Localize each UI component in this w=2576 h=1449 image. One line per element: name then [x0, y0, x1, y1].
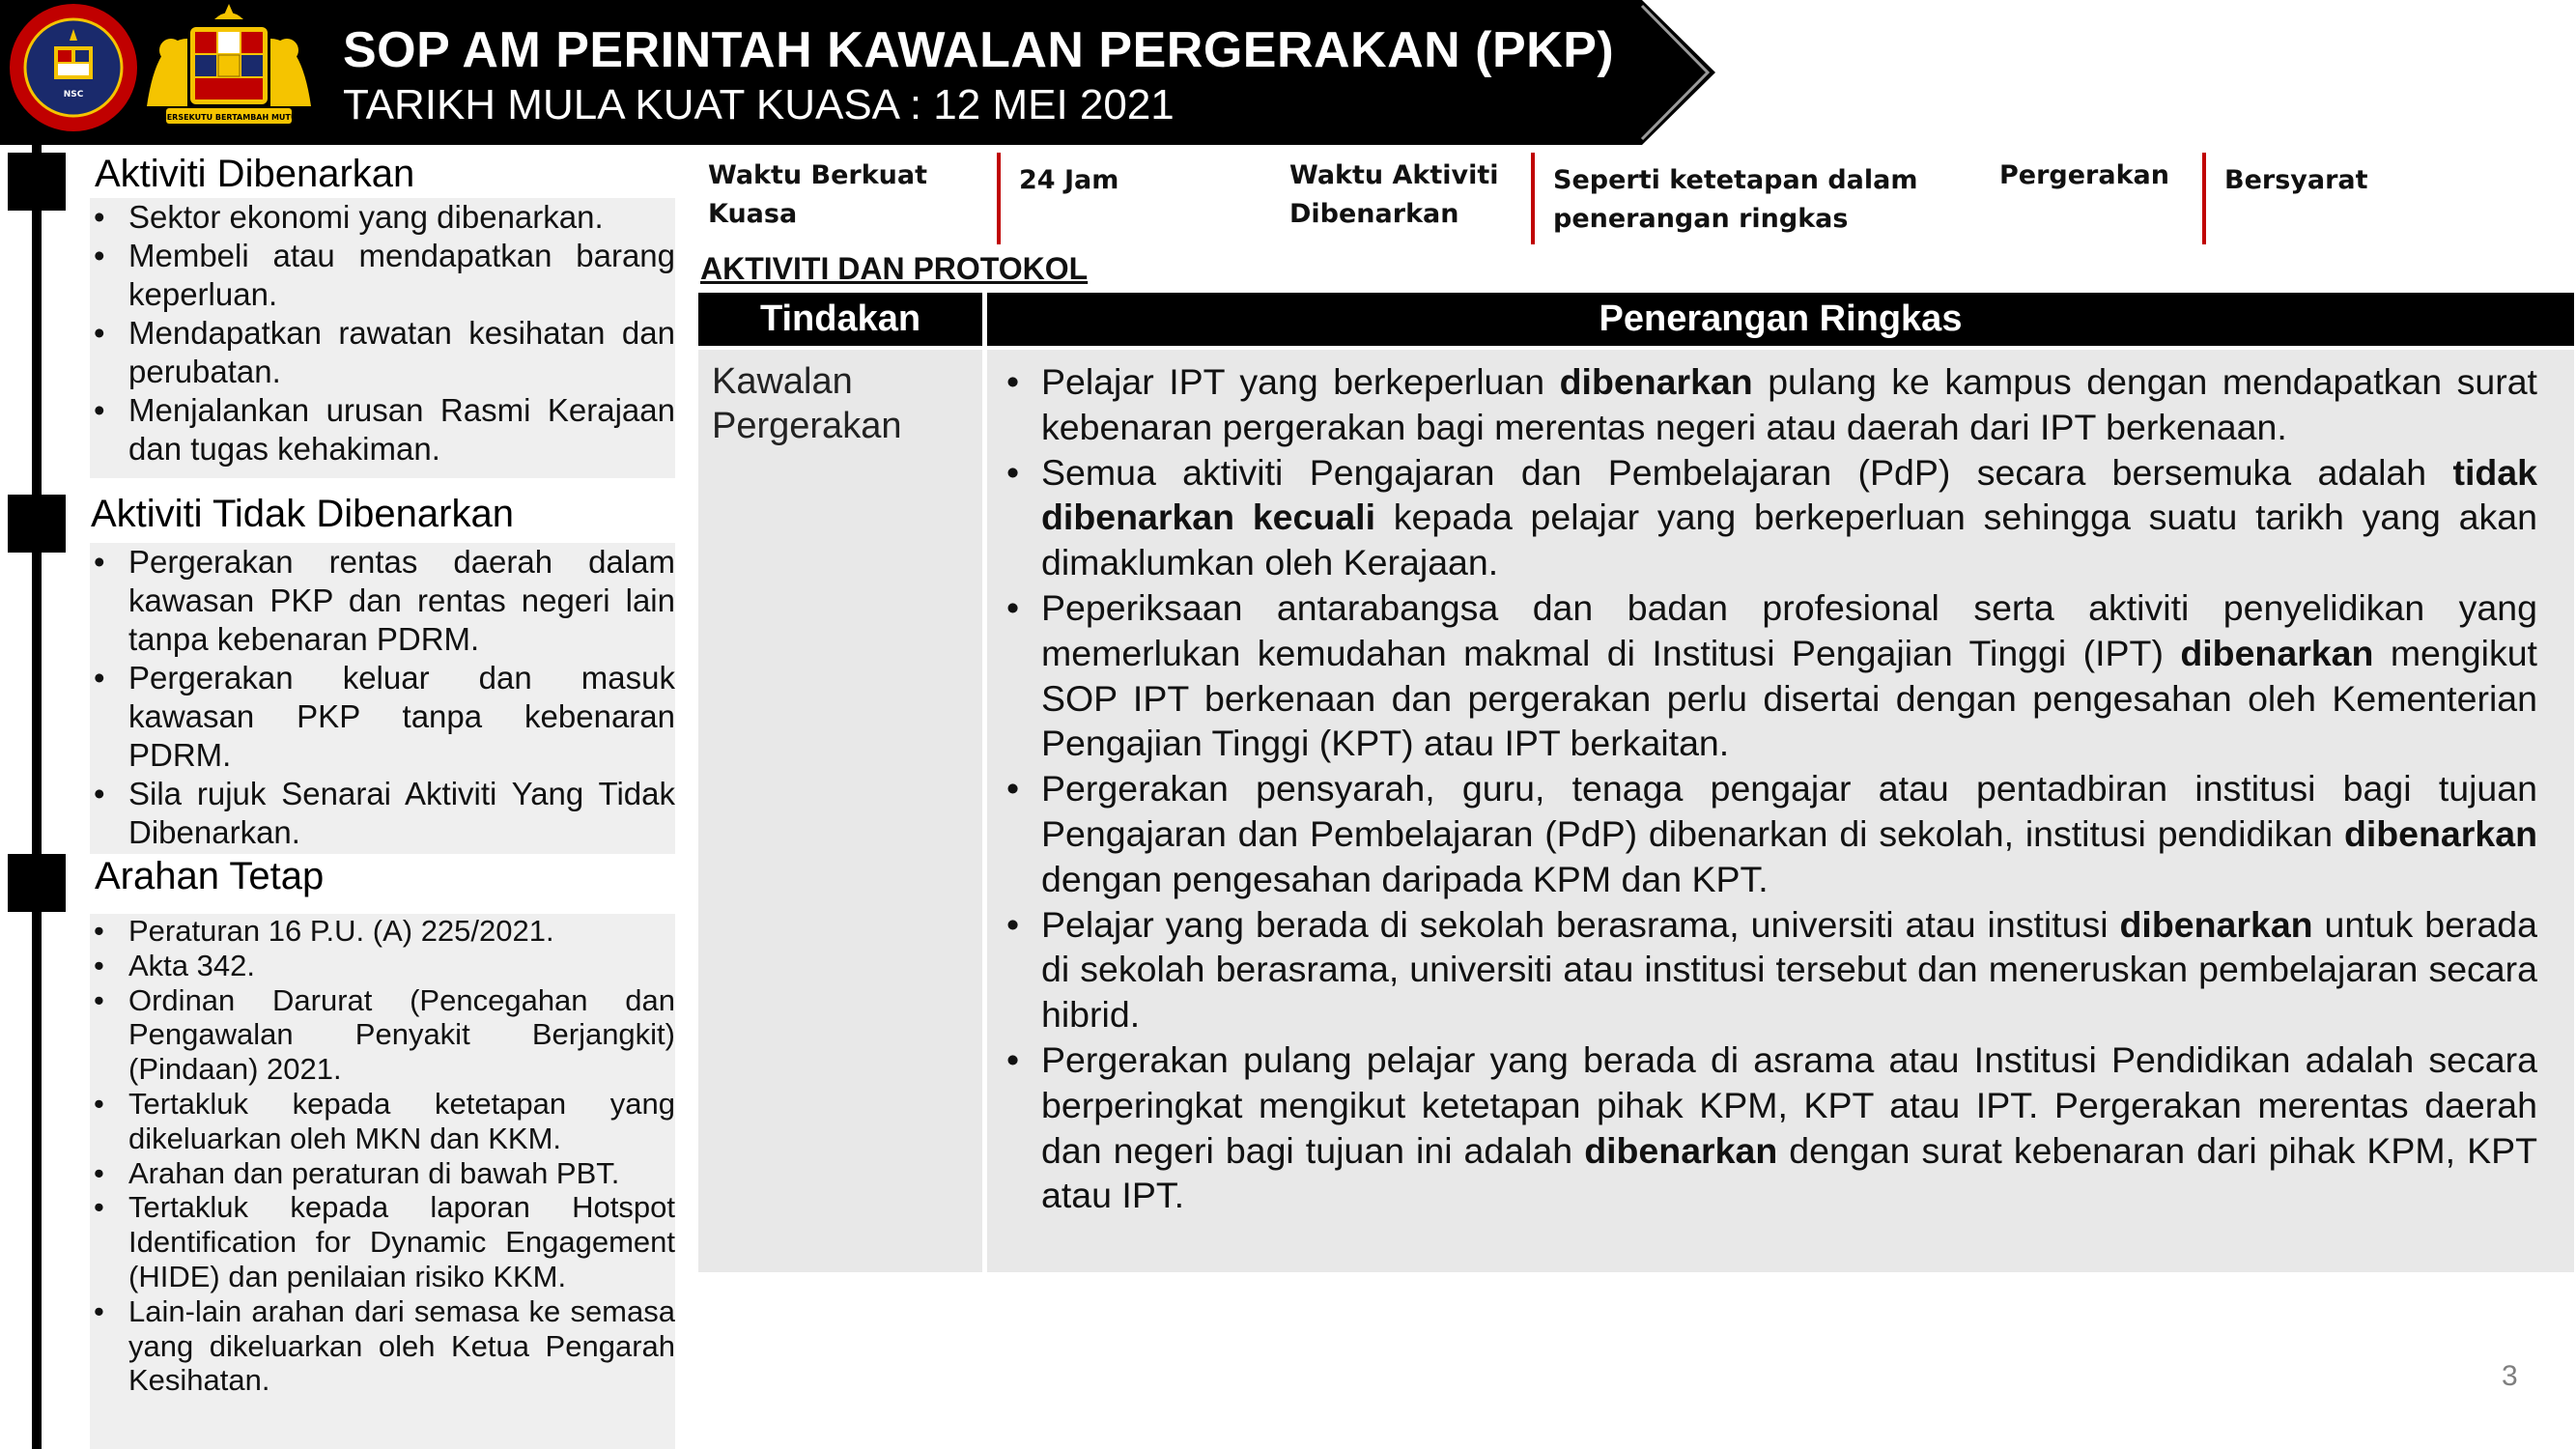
timeline-marker — [8, 153, 66, 211]
bullet-text: Peperiksaan antarabangsa dan badan profesional serta aktiviti penyelidikan yang memerlukan kemudahan makmal di Institusi Pengajian Tinggi (IPT) — [1041, 586, 2537, 673]
header-banner — [0, 0, 1719, 145]
list-item: • Mendapatkan rawatan kesihatan dan perubatan. — [90, 314, 675, 391]
list-item: • Akta 342. — [90, 949, 675, 983]
list-item: • Lain-lain arahan dari semasa ke semasa yang dikeluarkan oleh Ketua Pengarah Kesihatan. — [90, 1294, 675, 1398]
description-list — [1001, 359, 2537, 1218]
list-item: • Tertakluk kepada ketetapan yang dikeluarkan oleh MKN dan KKM. — [90, 1087, 675, 1156]
activity-time-label: Waktu Aktiviti Dibenarkan — [1289, 160, 1499, 229]
list-item: • Peraturan 16 P.U. (A) 225/2021. — [90, 914, 675, 949]
bullet-text: Semua aktiviti Pengajaran dan Pembelajaran (PdP) secara bersemuka adalah — [1041, 451, 2453, 493]
bullet-text: untuk berada di sekolah berasrama, universiti atau institusi tersebut dan meneruskan pembelajaran secara hibrid. — [1041, 903, 2537, 1036]
description-bullet — [1001, 585, 2537, 766]
description-bullet — [1001, 1037, 2537, 1218]
table-cell-description — [987, 350, 2574, 1272]
bullet-text: Pelajar IPT yang berkeperluan — [1041, 361, 1560, 402]
bullet-text: dengan surat kebenaran dari pihak KPM, KPT atau IPT. — [1041, 1129, 2537, 1216]
effective-time-label: Waktu Berkuat Kuasa — [708, 160, 928, 229]
section-heading: AKTIVITI DAN PROTOKOL — [700, 251, 1089, 286]
emphasis-text: tidak dibenarkan kecuali — [1041, 451, 2537, 538]
timeline-marker — [8, 854, 66, 912]
nsc-logo-icon — [6, 0, 141, 135]
movement-value: Bersyarat — [2224, 165, 2368, 195]
bullet-text: Pergerakan pensyarah, guru, tenaga pengajar atau pentadbiran institusi bagi tujuan Pengajaran dan Pembelajaran (PdP) dibenarkan di sekolah, institusi pendidikan — [1041, 768, 2537, 854]
list-item: • Pergerakan rentas daerah dalam kawasan PKP dan rentas negeri lain tanpa kebenaran PDRM. — [90, 543, 675, 659]
divider — [2202, 153, 2206, 244]
list-item: • Menjalankan urusan Rasmi Kerajaan dan tugas kehakiman. — [90, 391, 675, 469]
standing-orders-heading: Arahan Tetap — [95, 855, 325, 897]
page-title: SOP AM PERINTAH KAWALAN PERGERAKAN (PKP) — [343, 22, 1615, 78]
divider — [1531, 153, 1535, 244]
column-header-description: Penerangan Ringkas — [987, 293, 2574, 346]
divider — [997, 153, 1001, 244]
emphasis-text: dibenarkan — [2119, 903, 2313, 945]
effective-time-value: 24 Jam — [1019, 165, 1119, 195]
list-item: • Membeli atau mendapatkan barang keperluan. — [90, 237, 675, 314]
effective-date: TARIKH MULA KUAT KUASA : 12 MEI 2021 — [343, 81, 1175, 128]
movement-label: Pergerakan — [1999, 160, 2169, 190]
list-item: • Sektor ekonomi yang dibenarkan. — [90, 198, 675, 237]
bullet-text: mengikut SOP IPT berkenaan dan pergerakan perlu disertai dengan pengesahan oleh Kementerian Pengajian Tinggi (KPT) atau IPT berkaitan. — [1041, 632, 2537, 764]
allowed-activities-box — [90, 198, 675, 478]
prohibited-activities-box — [90, 543, 675, 854]
list-item: • Arahan dan peraturan di bawah PBT. — [90, 1156, 675, 1191]
page-number: 3 — [2502, 1360, 2518, 1392]
bullet-text: Pelajar yang berada di sekolah berasrama, universiti atau institusi — [1041, 903, 2120, 945]
column-header-action: Tindakan — [698, 293, 982, 346]
list-item: • Ordinan Darurat (Pencegahan dan Pengawalan Penyakit Berjangkit) (Pindaan) 2021. — [90, 983, 675, 1087]
activity-time-value: Seperti ketetapan dalam penerangan ringkas — [1553, 165, 1918, 234]
allowed-activities-heading: Aktiviti Dibenarkan — [95, 153, 415, 195]
description-bullet — [1001, 359, 2537, 450]
description-bullet — [1001, 450, 2537, 585]
bullet-text: kepada pelajar yang berkeperluan sehingga suatu tarikh yang akan dimaklumkan oleh Kerajaan. — [1041, 497, 2537, 583]
description-bullet — [1001, 766, 2537, 901]
bullet-text: pulang ke kampus dengan mendapatkan surat kebenaran pergerakan bagi merentas negeri atau daerah dari IPT berkenaan. — [1041, 361, 2537, 447]
standing-orders-box — [90, 914, 675, 1449]
svg-text:BERSEKUTU BERTAMBAH MUTU: BERSEKUTU BERTAMBAH MUTU — [160, 113, 297, 122]
svg-text:NSC: NSC — [63, 90, 84, 99]
emphasis-text: dibenarkan — [1584, 1129, 1778, 1171]
emphasis-text: dibenarkan — [2180, 632, 2374, 673]
description-bullet — [1001, 902, 2537, 1037]
coat-of-arms-icon — [137, 0, 321, 135]
emphasis-text: dibenarkan — [1559, 361, 1753, 402]
table-cell-action — [698, 350, 982, 1272]
timeline-bar — [32, 145, 42, 1449]
bullet-text: Pergerakan pulang pelajar yang berada di asrama atau Institusi Pendidikan adalah secara berperingkat mengikut ketetapan pihak KPM, KPT atau IPT. Pergerakan merentas daerah dan negeri bagi tujuan ini adalah — [1041, 1038, 2537, 1171]
prohibited-activities-heading: Aktiviti Tidak Dibenarkan — [91, 493, 514, 535]
list-item: • Pergerakan keluar dan masuk kawasan PKP tanpa kebenaran PDRM. — [90, 659, 675, 775]
list-item: • Sila rujuk Senarai Aktiviti Yang Tidak Dibenarkan. — [90, 775, 675, 852]
bullet-text: dengan pengesahan daripada KPM dan KPT. — [1041, 858, 1769, 899]
emphasis-text: dibenarkan — [2343, 812, 2537, 854]
list-item: • Tertakluk kepada laporan Hotspot Identification for Dynamic Engagement (HIDE) dan penilaian risiko KKM. — [90, 1190, 675, 1293]
timeline-marker — [8, 495, 66, 553]
row-action-text: Kawalan Pergerakan — [712, 361, 902, 446]
